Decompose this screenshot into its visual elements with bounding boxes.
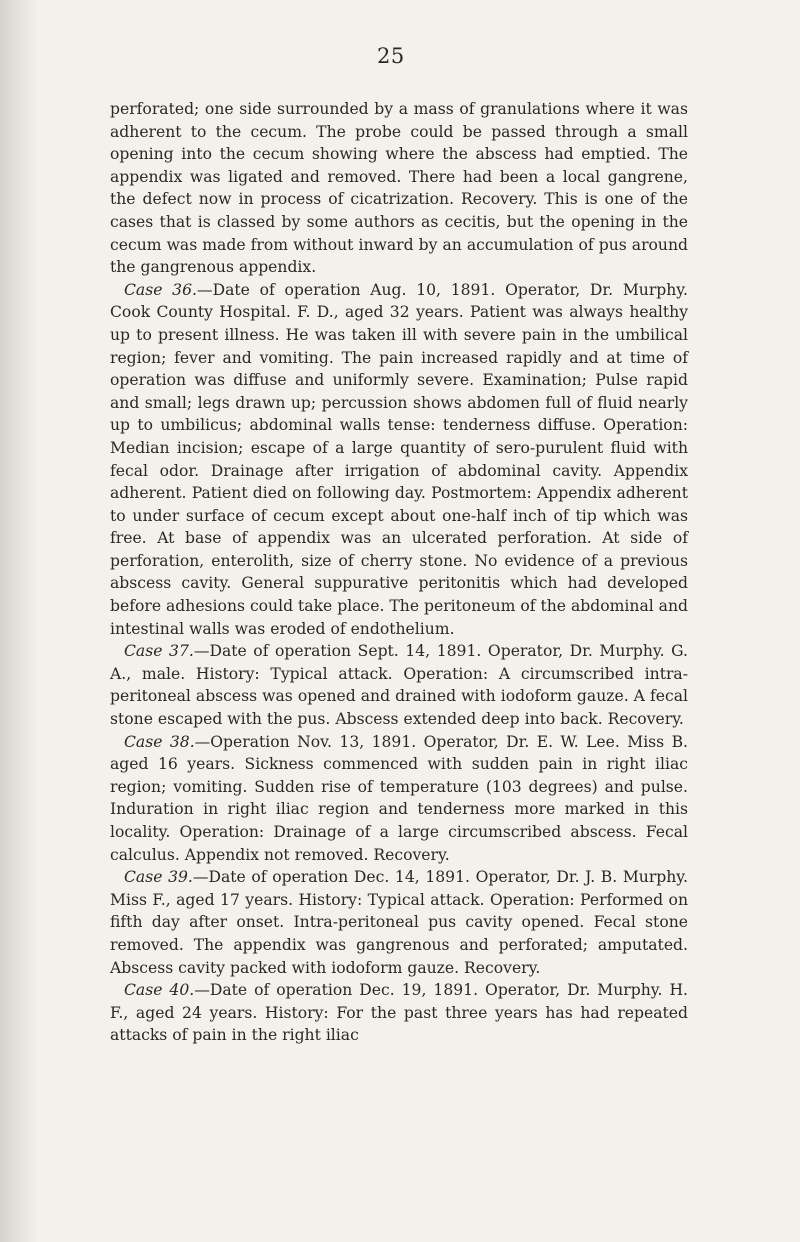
page-gutter-shadow	[0, 0, 38, 1242]
case-label: Case 38.	[124, 732, 195, 751]
paragraph-text: perforated; one side surrounded by a mass of granulations where it was adherent to the cecum. The probe could be passed through a small opening into the cecum showing where the abscess had emptied. The appendix was ligated and removed. There had been a local gangrene, the defect now in process of cicatrization. Recovery. This is one of the cases that is classed by some authors as cecitis, but the opening in the cecum was made from without inward by an accumulation of pus around the gangrenous appendix.	[110, 100, 688, 277]
paragraph-text: —Date of operation Sept. 14, 1891. Operator, Dr. Murphy. G. A., male. History: Typical attack. Operation: A circumscribed intra-peritoneal abscess was opened and drained with iodoform gauze. A fecal stone escaped with the pus. Abscess extended deep into back. Recovery.	[110, 642, 689, 729]
case-label: Case 39.	[124, 868, 193, 887]
paragraph-case-40	[110, 979, 688, 1047]
paragraph-text: —Date of operation Dec. 19, 1891. Operator, Dr. Murphy. H. F., aged 24 years. History: For the past three years has had repeated attacks of pain in the right iliac	[110, 981, 688, 1045]
case-label: Case 36.	[124, 280, 197, 299]
paragraph-case-37	[110, 640, 688, 730]
paragraph-text: —Operation Nov. 13, 1891. Operator, Dr. E. W. Lee. Miss B. aged 16 years. Sickness commenced with sudden pain in right iliac region; vomiting. Sudden rise of temperature (103 degrees) and pulse. Induration in right iliac region and tenderness more marked in this locality. Operation: Drainage of a large circumscribed abscess. Fecal calculus. Appendix not removed. Recovery.	[110, 732, 688, 864]
paragraph-continuation	[110, 98, 688, 279]
body-text	[110, 98, 688, 1047]
paragraph-case-36	[110, 279, 688, 641]
case-label: Case 40.	[124, 981, 195, 1000]
paragraph-text: —Date of operation Dec. 14, 1891. Operator, Dr. J. B. Murphy. Miss F., aged 17 years. History: Typical attack. Operation: Performed on fifth day after onset. Intra-peritoneal pus cavity opened. Fecal stone removed. The appendix was gangrenous and perforated; amputated. Abscess cavity packed with iodoform gauze. Recovery.	[110, 868, 689, 977]
paragraph-text: —Date of operation Aug. 10, 1891. Operator, Dr. Murphy. Cook County Hospital. F. D., aged 32 years. Patient was always healthy up to present illness. He was taken ill with severe pain in the umbilical region; fever and vomiting. The pain increased rapidly and at time of operation was diffuse and uniformly severe. Examination; Pulse rapid and small; legs drawn up; percussion shows abdomen full of fluid nearly up to umbilicus; abdominal walls tense: tenderness diffuse. Operation: Median incision; escape of a large quantity of sero-purulent fluid with fecal odor. Drainage after irrigation of abdominal cavity. Appendix adherent. Patient died on following day. Postmortem: Appendix adherent to under surface of cecum except about one-half inch of tip which was free. At base of appendix was an ulcerated perforation. At side of perforation, enterolith, size of cherry stone. No evidence of a previous abscess cavity. General suppurative peritonitis which had developed before adhesions could take place. The peritoneum of the abdominal and intestinal walls was eroded of endothelium.	[110, 280, 689, 638]
page-number: 25	[377, 44, 405, 68]
case-label: Case 37.	[124, 642, 194, 661]
paragraph-case-39	[110, 866, 688, 979]
paragraph-case-38	[110, 731, 688, 867]
